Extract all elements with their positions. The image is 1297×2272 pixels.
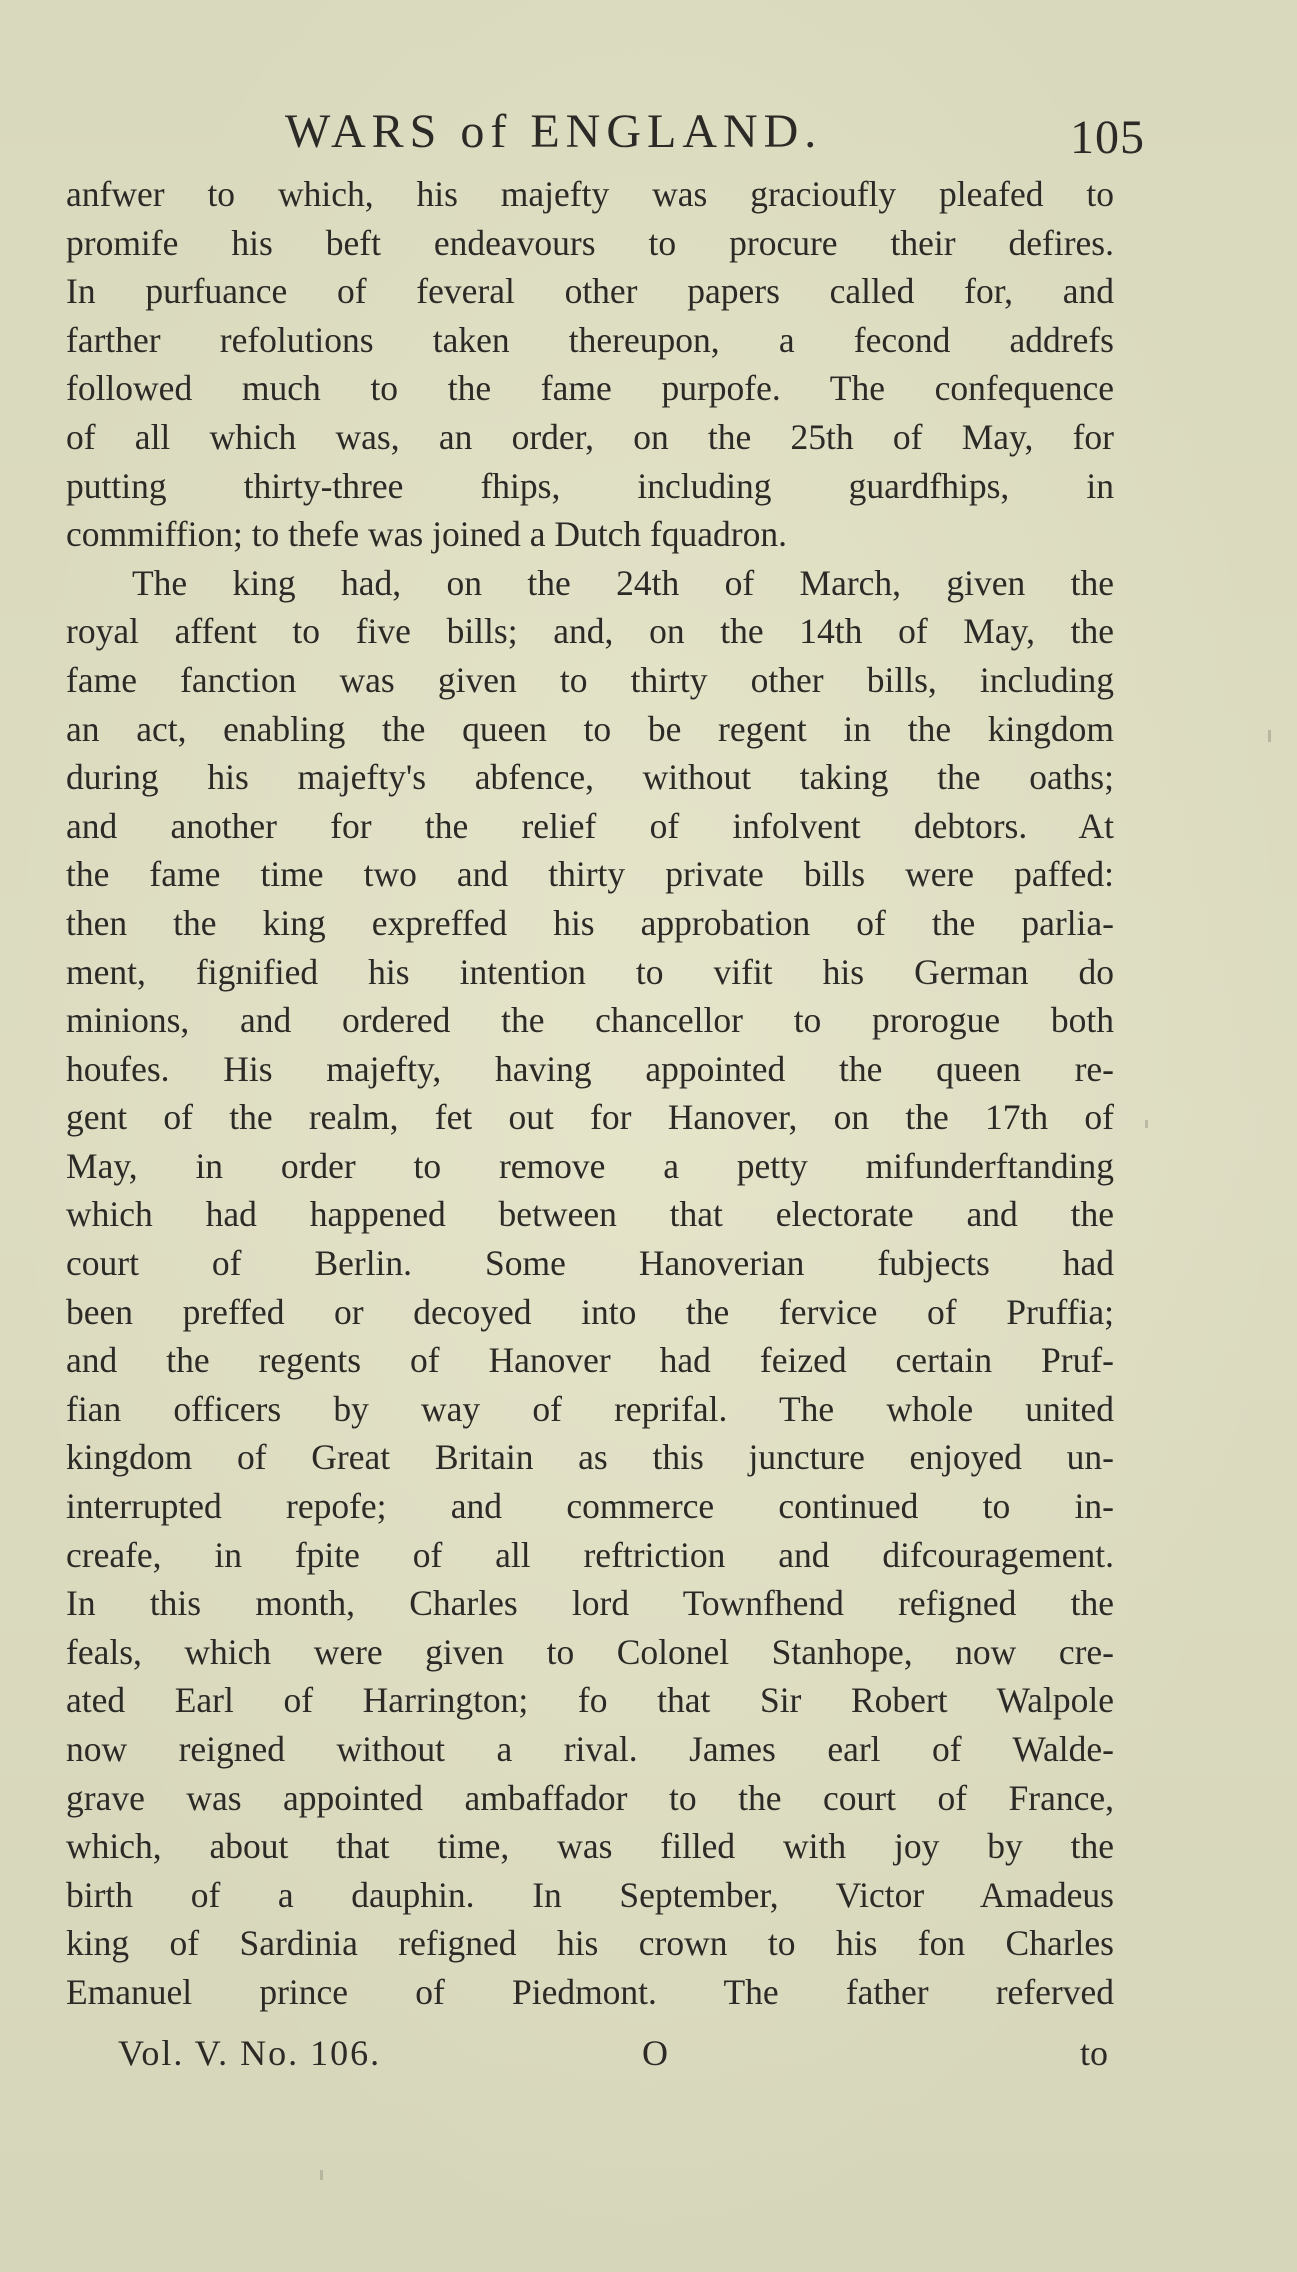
running-title: WARS of ENGLAND. — [285, 105, 823, 158]
text-line: and the regents of Hanover had feized certain Pruf- — [66, 1340, 1114, 1381]
text-line: creafe, in fpite of all reftriction and difcouragement. — [66, 1534, 1114, 1575]
paper-speck — [320, 2170, 323, 2180]
text-line: grave was appointed ambaffador to the court of France, — [66, 1777, 1114, 1818]
paragraph-first-line: The king had, on the 24th of March, given the — [132, 562, 1114, 603]
text-line: the fame time two and thirty private bills were paffed: — [66, 854, 1114, 895]
text-line: royal affent to five bills; and, on the 14th of May, the — [66, 611, 1114, 652]
text-line: which, about that time, was filled with joy by the — [66, 1826, 1114, 1867]
text-line: anfwer to which, his majefty was gracioufly pleafed to — [66, 174, 1114, 214]
volume-signature: Vol. V. No. 106. — [118, 2033, 382, 2073]
text-line: king of Sardinia refigned his crown to his fon Charles — [66, 1923, 1114, 1964]
text-line: fame fanction was given to thirty other bills, including — [66, 659, 1114, 700]
page-footer — [118, 2032, 1108, 2082]
text-line: feals, which were given to Colonel Stanhope, now cre- — [66, 1631, 1114, 1672]
text-line: In this month, Charles lord Townfhend refigned the — [66, 1583, 1114, 1624]
text-line: fian officers by way of reprifal. The whole united — [66, 1388, 1114, 1429]
text-line: an act, enabling the queen to be regent in the kingdom — [66, 708, 1114, 749]
text-line: commiffion; to thefe was joined a Dutch fquadron. — [66, 514, 787, 555]
text-line: then the king expreffed his approbation of the parlia- — [66, 902, 1114, 943]
text-line: and another for the relief of infolvent debtors. At — [66, 805, 1114, 846]
catchword: to — [1079, 2033, 1108, 2073]
paper-speck — [1145, 1120, 1148, 1128]
text-line: May, in order to remove a petty mifunderftanding — [66, 1145, 1114, 1186]
text-line: ment, fignified his intention to vifit his German do — [66, 951, 1114, 992]
paper-speck — [1268, 730, 1271, 742]
text-line: In purfuance of feveral other papers called for, and — [66, 271, 1114, 312]
running-head — [285, 104, 1145, 164]
text-line: gent of the realm, fet out for Hanover, on the 17th of — [66, 1097, 1114, 1138]
text-line: which had happened between that electorate and the — [66, 1194, 1114, 1235]
text-line: promife his beft endeavours to procure their defires. — [66, 222, 1114, 263]
text-line: Emanuel prince of Piedmont. The father referved — [66, 1971, 1114, 2012]
text-line: putting thirty-three fhips, including guardfhips, in — [66, 465, 1114, 506]
text-line: birth of a dauphin. In September, Victor Amadeus — [66, 1874, 1114, 1915]
text-line: followed much to the fame purpofe. The confequence — [66, 368, 1114, 409]
page-number: 105 — [1070, 111, 1145, 164]
text-line: now reigned without a rival. James earl of Walde- — [66, 1729, 1114, 1769]
text-line: been preffed or decoyed into the fervice of Pruffia; — [66, 1291, 1114, 1332]
text-line: of all which was, an order, on the 25th of May, for — [66, 416, 1114, 457]
text-line: court of Berlin. Some Hanoverian fubjects had — [66, 1243, 1114, 1284]
body-text — [66, 170, 1114, 2017]
text-line: ated Earl of Harrington; fo that Sir Robert Walpole — [66, 1680, 1114, 1721]
text-line: minions, and ordered the chancellor to prorogue both — [66, 1000, 1114, 1041]
text-line: houfes. His majefty, having appointed the queen re- — [66, 1048, 1114, 1089]
text-line: interrupted repofe; and commerce continued to in- — [66, 1486, 1114, 1527]
text-line: during his majefty's abfence, without taking the oaths; — [66, 757, 1114, 798]
text-line: farther refolutions taken thereupon, a fecond addrefs — [66, 319, 1114, 360]
text-line: kingdom of Great Britain as this juncture enjoyed un- — [66, 1437, 1114, 1478]
signature-mark: O — [642, 2033, 668, 2073]
